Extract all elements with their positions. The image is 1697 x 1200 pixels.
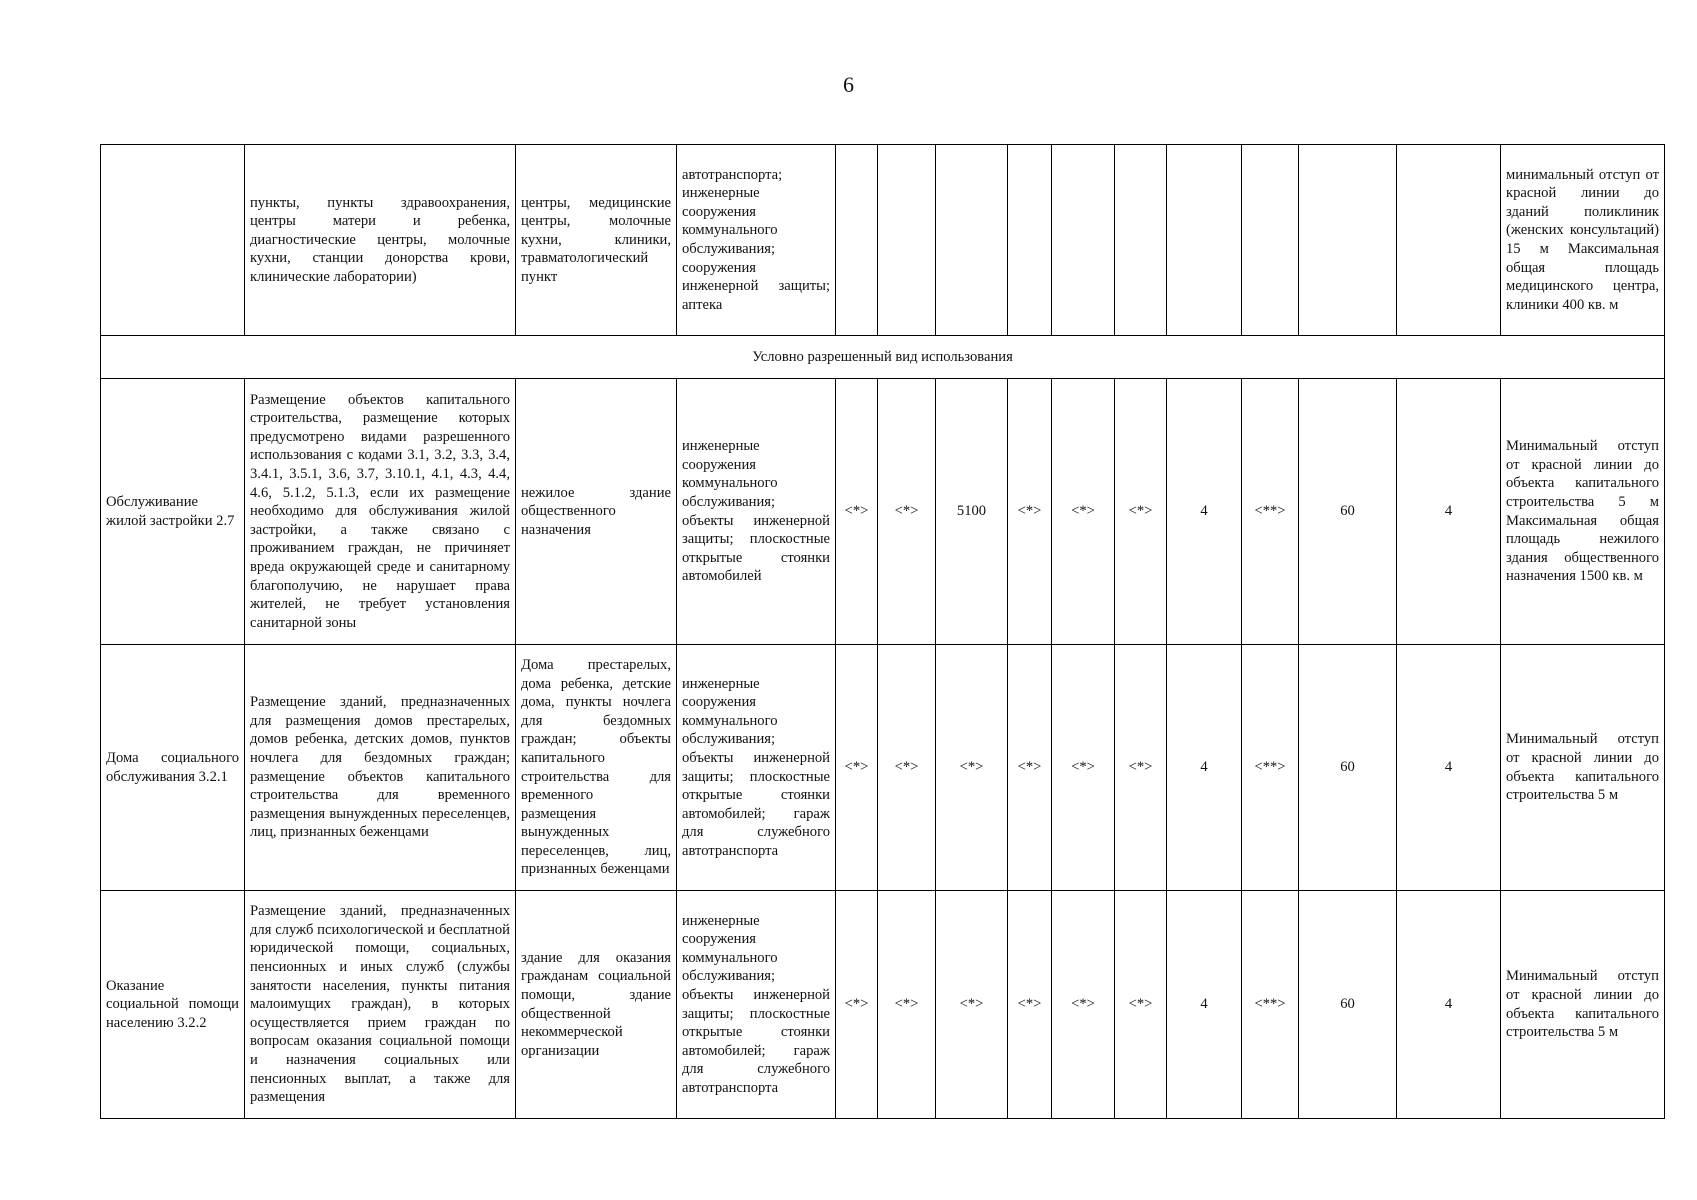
cell-value: <*> bbox=[878, 891, 936, 1119]
cell-value: 60 bbox=[1299, 891, 1397, 1119]
cell-notes: Минимальный отступ от красной линии до объекта капитального строительства 5 м Максимальная общая площадь нежилого здания общественного назначения 1500 кв. м bbox=[1501, 379, 1665, 645]
cell-empty bbox=[1397, 145, 1501, 336]
cell-auxiliary: инженерные сооружения коммунального обслуживания; объекты инженерной защиты; плоскостные открытые стоянки автомобилей bbox=[677, 379, 836, 645]
cell-value: <**> bbox=[1242, 379, 1299, 645]
cell-value: <*> bbox=[836, 645, 878, 891]
cell-objects: нежилое здание общественного назначения bbox=[516, 379, 677, 645]
land-use-table bbox=[100, 144, 1665, 1119]
cell-value: <**> bbox=[1242, 891, 1299, 1119]
cell-objects: здание для оказания гражданам социальной помощи, здание общественной некоммерческой организации bbox=[516, 891, 677, 1119]
cell-value: 4 bbox=[1167, 379, 1242, 645]
cell-auxiliary: автотранспорта; инженерные сооружения коммунального обслуживания; сооружения инженерной защиты; аптека bbox=[677, 145, 836, 336]
cell-value: 4 bbox=[1397, 891, 1501, 1119]
cell-empty bbox=[936, 145, 1008, 336]
cell-description: Размещение объектов капитального строительства, размещение которых предусмотрено видами разрешенного использования с кодами 3.1, 3.2, 3.3, 3.4, 3.4.1, 3.5.1, 3.6, 3.7, 3.10.1, 4.1, 4.3, 4.4, 4.6, 5.1.2, 5.1.3, если их размещение необходимо для обслуживания жилой застройки, а также связано с проживанием граждан, не причиняет вреда окружающей среде и санитарному благополучию, не нарушает права жителей, не требует установления санитарной зоны bbox=[245, 379, 516, 645]
cell-name: Оказание социальной помощи населению 3.2.2 bbox=[101, 891, 245, 1119]
cell-value: 5100 bbox=[936, 379, 1008, 645]
cell-empty bbox=[1242, 145, 1299, 336]
cell-value: <*> bbox=[1052, 645, 1115, 891]
cell-value: <**> bbox=[1242, 645, 1299, 891]
cell-name: Обслуживание жилой застройки 2.7 bbox=[101, 379, 245, 645]
cell-value: 4 bbox=[1397, 379, 1501, 645]
cell-value: <*> bbox=[936, 891, 1008, 1119]
cell-objects: центры, медицинские центры, молочные кухни, клиники, травматологический пункт bbox=[516, 145, 677, 336]
cell-value: <*> bbox=[1115, 379, 1167, 645]
section-header: Условно разрешенный вид использования bbox=[101, 336, 1665, 379]
cell-value: <*> bbox=[836, 379, 878, 645]
cell-value: <*> bbox=[1008, 379, 1052, 645]
cell-value: <*> bbox=[1115, 891, 1167, 1119]
cell-value: <*> bbox=[1052, 379, 1115, 645]
cell-value: <*> bbox=[1008, 645, 1052, 891]
cell-value: <*> bbox=[1008, 891, 1052, 1119]
cell-description: Размещение зданий, предназначенных для размещения домов престарелых, домов ребенка, детских домов, пунктов ночлега для бездомных граждан; размещение объектов капитального строительства для временного размещения вынужденных переселенцев, лиц, признанных беженцами bbox=[245, 645, 516, 891]
cell-value: <*> bbox=[836, 891, 878, 1119]
table-row-continuation bbox=[101, 145, 1665, 336]
cell-value: 60 bbox=[1299, 645, 1397, 891]
page-number: 6 bbox=[843, 72, 854, 97]
cell-value: <*> bbox=[878, 379, 936, 645]
cell-objects: Дома престарелых, дома ребенка, детские дома, пункты ночлега для бездомных граждан; объекты капитального строительства для временного размещения вынужденных переселенцев, лиц, признанных беженцами bbox=[516, 645, 677, 891]
cell-auxiliary: инженерные сооружения коммунального обслуживания; объекты инженерной защиты; плоскостные открытые стоянки автомобилей; гараж для служебного автотранспорта bbox=[677, 891, 836, 1119]
cell-empty bbox=[1052, 145, 1115, 336]
section-header-row bbox=[101, 336, 1665, 379]
cell-auxiliary: инженерные сооружения коммунального обслуживания; объекты инженерной защиты; плоскостные открытые стоянки автомобилей; гараж для служебного автотранспорта bbox=[677, 645, 836, 891]
cell-value: <*> bbox=[878, 645, 936, 891]
cell-description: Размещение зданий, предназначенных для служб психологической и бесплатной юридической помощи, социальных, пенсионных и иных служб (службы занятости населения, пункты питания малоимущих граждан), в которых осуществляется прием граждан по вопросам оказания социальной помощи и назначения социальных или пенсионных выплат, а также для размещения bbox=[245, 891, 516, 1119]
cell-notes: минимальный отступ от красной линии до зданий поликлиник (женских консультаций) 15 м Максимальная общая площадь медицинского центра, клиники 400 кв. м bbox=[1501, 145, 1665, 336]
cell-name bbox=[101, 145, 245, 336]
cell-value: 4 bbox=[1167, 645, 1242, 891]
cell-empty bbox=[878, 145, 936, 336]
cell-empty bbox=[1008, 145, 1052, 336]
cell-empty bbox=[836, 145, 878, 336]
cell-notes: Минимальный отступ от красной линии до объекта капитального строительства 5 м bbox=[1501, 645, 1665, 891]
cell-empty bbox=[1167, 145, 1242, 336]
cell-value: 4 bbox=[1397, 645, 1501, 891]
cell-value: <*> bbox=[1115, 645, 1167, 891]
table-row bbox=[101, 891, 1665, 1119]
cell-empty bbox=[1299, 145, 1397, 336]
cell-empty bbox=[1115, 145, 1167, 336]
cell-value: 60 bbox=[1299, 379, 1397, 645]
cell-value: 4 bbox=[1167, 891, 1242, 1119]
cell-description: пункты, пункты здравоохранения, центры матери и ребенка, диагностические центры, молочные кухни, станции донорства крови, клинические лаборатории) bbox=[245, 145, 516, 336]
cell-notes: Минимальный отступ от красной линии до объекта капитального строительства 5 м bbox=[1501, 891, 1665, 1119]
table-row bbox=[101, 379, 1665, 645]
cell-value: <*> bbox=[1052, 891, 1115, 1119]
cell-value: <*> bbox=[936, 645, 1008, 891]
cell-name: Дома социального обслуживания 3.2.1 bbox=[101, 645, 245, 891]
table-row bbox=[101, 645, 1665, 891]
